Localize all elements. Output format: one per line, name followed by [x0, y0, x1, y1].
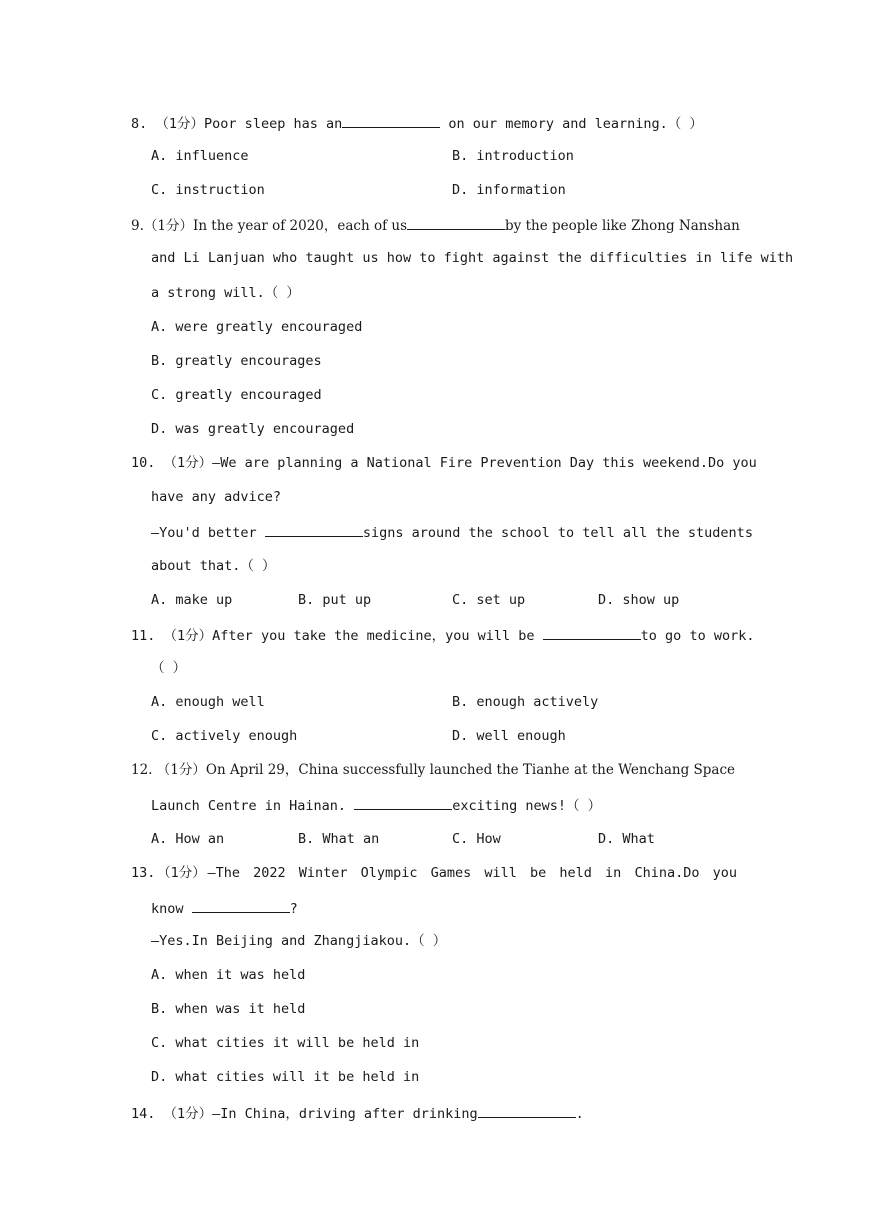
option-d[interactable]: D. What: [598, 831, 655, 847]
stem-continuation: and Li Lanjuan who taught us how to fight against the difficulties in life with: [151, 250, 794, 266]
option-a[interactable]: A. influence: [151, 148, 249, 164]
option-a[interactable]: A. when it was held: [151, 967, 306, 983]
stem-text: Poor sleep has an: [204, 116, 343, 132]
option-a[interactable]: A. were greatly encouraged: [151, 319, 363, 335]
option-b[interactable]: B. when was it held: [151, 1001, 306, 1017]
stem-text: signs around the school to tell all the students: [362, 525, 753, 541]
question-number: 11.: [131, 628, 156, 644]
score-label: （1分）: [156, 762, 206, 778]
answer-bracket: （ ）: [151, 660, 187, 676]
stem-continuation: about that.（ ）: [151, 558, 276, 574]
score-label: （1分）: [143, 218, 193, 234]
stem-text: —You'd better: [151, 525, 257, 541]
option-b[interactable]: B. greatly encourages: [151, 353, 322, 369]
option-d[interactable]: D. well enough: [452, 728, 566, 744]
question-10-stem: [131, 454, 757, 472]
score-label: （1分）: [155, 116, 205, 132]
question-number: 13.: [131, 865, 156, 881]
stem-dialogue-line: [151, 522, 753, 542]
option-a[interactable]: A. enough well: [151, 694, 265, 710]
stem-text: In the year of 2020，each of us: [192, 218, 408, 234]
question-12-stem: [131, 761, 735, 779]
question-11-stem: [131, 625, 754, 645]
answer-blank[interactable]: [265, 522, 363, 537]
option-c[interactable]: C. instruction: [151, 182, 265, 198]
question-number: 12.: [131, 762, 153, 778]
question-number: 9.: [131, 218, 144, 234]
stem-text: to go to work.: [640, 628, 755, 644]
stem-text: exciting news!（ ）: [452, 798, 602, 814]
stem-text: on our memory and learning.（ ）: [448, 116, 703, 132]
stem-text: —The 2022 Winter Olympic Games will be held in China.Do you: [207, 865, 737, 881]
stem-continuation: have any advice?: [151, 489, 282, 505]
score-label: （1分）: [163, 1106, 213, 1122]
option-d[interactable]: D. information: [452, 182, 566, 198]
option-d[interactable]: D. show up: [598, 592, 680, 608]
answer-blank[interactable]: [543, 625, 641, 640]
stem-text: Launch Centre in Hainan.: [151, 798, 347, 814]
stem-text: On April 29，China successfully launched the Tianhe at the Wenchang Space: [205, 762, 736, 778]
stem-text: —We are planning a National Fire Prevention Day this weekend.Do you: [212, 455, 757, 471]
question-number: 14.: [131, 1106, 156, 1122]
option-b[interactable]: B. introduction: [452, 148, 574, 164]
option-b[interactable]: B. put up: [298, 592, 372, 608]
stem-continuation: [151, 898, 298, 918]
stem-continuation: a strong will.（ ）: [151, 285, 300, 301]
option-b[interactable]: B. enough actively: [452, 694, 599, 710]
option-c[interactable]: C. actively enough: [151, 728, 298, 744]
stem-text: After you take the medicine，you will be: [212, 628, 535, 644]
score-label: （1分）: [157, 865, 206, 881]
stem-text: ?: [289, 901, 298, 917]
option-b[interactable]: B. What an: [298, 831, 380, 847]
answer-blank[interactable]: [407, 215, 505, 230]
score-label: （1分）: [163, 628, 213, 644]
question-number: 8.: [131, 116, 148, 132]
option-d[interactable]: D. what cities will it be held in: [151, 1069, 420, 1085]
option-c[interactable]: C. greatly encouraged: [151, 387, 322, 403]
option-a[interactable]: A. make up: [151, 592, 233, 608]
stem-dialogue-line: —Yes.In Beijing and Zhangjiakou.（ ）: [151, 933, 447, 949]
question-14-stem: [131, 1103, 584, 1123]
question-13-stem: [131, 864, 737, 882]
stem-continuation: [151, 795, 601, 815]
question-8-stem: [131, 113, 703, 133]
stem-text: know: [151, 901, 184, 917]
option-d[interactable]: D. was greatly encouraged: [151, 421, 355, 437]
option-a[interactable]: A. How an: [151, 831, 225, 847]
option-c[interactable]: C. How: [452, 831, 501, 847]
score-label: （1分）: [163, 455, 213, 471]
option-c[interactable]: C. set up: [452, 592, 526, 608]
answer-blank[interactable]: [478, 1103, 576, 1118]
stem-text: .: [575, 1106, 584, 1122]
stem-text: by the people like Zhong Nanshan: [505, 218, 740, 234]
answer-blank[interactable]: [342, 113, 440, 128]
question-number: 10.: [131, 455, 156, 471]
answer-blank[interactable]: [354, 795, 452, 810]
answer-blank[interactable]: [192, 898, 290, 913]
option-c[interactable]: C. what cities it will be held in: [151, 1035, 420, 1051]
question-9-stem: [131, 215, 740, 235]
stem-text: —In China，driving after drinking: [212, 1106, 478, 1122]
